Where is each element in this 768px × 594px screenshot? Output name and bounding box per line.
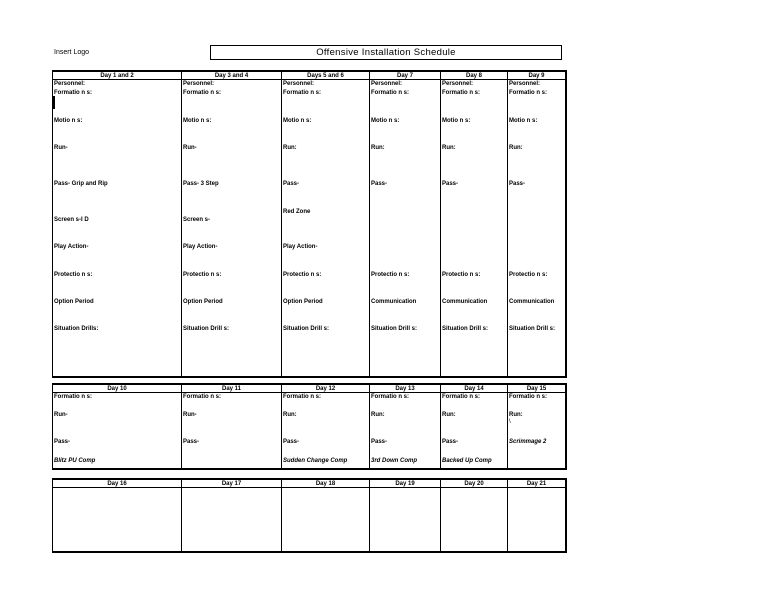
schedule-block-3 [52, 478, 567, 553]
day-header: Day 17 [181, 478, 281, 488]
day-header: Day 15 [507, 383, 567, 393]
motions-label: Motio n s: [183, 118, 212, 124]
formations-label: Formatio n s: [183, 394, 222, 400]
day-header: Day 10 [52, 383, 181, 393]
day-header: Day 16 [52, 478, 181, 488]
day-header: Day 13 [369, 383, 440, 393]
motions-label: Motio n s: [54, 118, 83, 124]
option-label: Option Period [54, 299, 94, 305]
formations-label: Formatio n s: [371, 394, 410, 400]
formations-label: Formatio n s: [442, 90, 481, 96]
logo-placeholder: Insert Logo [54, 49, 90, 56]
protections-label: Protectio n s: [509, 272, 548, 278]
run-label: Run- [183, 412, 197, 418]
pass-label: Pass- [371, 181, 388, 187]
play-action-label: Play Action- [283, 244, 318, 250]
protections-label: Protectio n s: [283, 272, 322, 278]
situation-label: Situation Drill s: [509, 326, 556, 332]
day-cell [52, 393, 181, 470]
cell-marker [53, 96, 55, 109]
competition-label: Sudden Change Comp [283, 458, 348, 464]
run-label: Run- [183, 145, 197, 151]
day-header: Day 19 [369, 478, 440, 488]
competition-label: Backed Up Comp [442, 458, 492, 464]
play-action-label: Play Action- [54, 244, 89, 250]
protections-label: Protectio n s: [371, 272, 410, 278]
pass-label: Pass- [283, 181, 300, 187]
schedule-block-2 [52, 383, 567, 470]
protections-label: Protectio n s: [54, 272, 93, 278]
day-cell [181, 488, 281, 553]
personnel-label: Personnel: [183, 81, 215, 87]
day-cell [440, 80, 507, 378]
communication-label: Communication [509, 299, 555, 305]
protections-label: Protectio n s: [442, 272, 481, 278]
pass-label: Pass- [442, 439, 459, 445]
option-label: Option Period [283, 299, 323, 305]
formations-label: Formatio n s: [283, 394, 322, 400]
pass-label: Pass- [54, 439, 71, 445]
red-zone-label: Red Zone [283, 209, 311, 215]
motions-label: Motio n s: [442, 118, 471, 124]
schedule-block-1 [52, 70, 567, 378]
day-header: Day 3 and 4 [181, 70, 281, 80]
day-cell [369, 80, 440, 378]
day-header: Day 20 [440, 478, 507, 488]
formations-label: Formatio n s: [54, 90, 93, 96]
pass-label: Pass- [371, 439, 388, 445]
situation-label: Situation Drill s: [183, 326, 230, 332]
personnel-label: Personnel: [509, 81, 541, 87]
run-label: Run: [442, 412, 456, 418]
personnel-label: Personnel: [442, 81, 474, 87]
formations-label: Formatio n s: [371, 90, 410, 96]
day-header: Day 9 [507, 70, 567, 80]
run-label: Run: [371, 145, 385, 151]
day-cell [52, 80, 181, 378]
day-cell [507, 488, 567, 553]
situation-label: Situation Drill s: [371, 326, 418, 332]
day-cell [369, 488, 440, 553]
competition-label: Blitz PU Comp [54, 458, 96, 464]
personnel-label: Personnel: [283, 81, 315, 87]
situation-label: Situation Drill s: [442, 326, 489, 332]
motions-label: Motio n s: [371, 118, 400, 124]
formations-label: Formatio n s: [283, 90, 322, 96]
day-cell [181, 80, 281, 378]
day-header: Day 12 [281, 383, 369, 393]
day-header: Day 14 [440, 383, 507, 393]
page-title: Offensive Installation Schedule [210, 45, 562, 60]
stray-mark: \ [509, 419, 511, 425]
situation-label: Situation Drill s: [283, 326, 330, 332]
day-header: Days 5 and 6 [281, 70, 369, 80]
day-cell [281, 80, 369, 378]
personnel-label: Personnel: [371, 81, 403, 87]
pass-label: Pass- [442, 181, 459, 187]
day-header: Day 1 and 2 [52, 70, 181, 80]
run-label: Run: [283, 145, 297, 151]
motions-label: Motio n s: [283, 118, 312, 124]
run-label: Run- [54, 145, 68, 151]
play-action-label: Play Action- [183, 244, 218, 250]
motions-label: Motio n s: [509, 118, 538, 124]
screens-label: Screen s-I D [54, 217, 89, 223]
day-header: Day 7 [369, 70, 440, 80]
personnel-label: Personnel: [54, 81, 86, 87]
protections-label: Protectio n s: [183, 272, 222, 278]
communication-label: Communication [442, 299, 488, 305]
run-label: Run- [54, 412, 68, 418]
day-cell [281, 393, 369, 470]
day-cell [440, 488, 507, 553]
pass-label: Pass- 3 Step [183, 181, 219, 187]
formations-label: Formatio n s: [509, 394, 548, 400]
run-label: Run: [371, 412, 385, 418]
day-header: Day 8 [440, 70, 507, 80]
pass-label: Pass- [283, 439, 300, 445]
run-label: Run: [509, 145, 523, 151]
communication-label: Communication [371, 299, 417, 305]
pass-label: Pass- [509, 181, 526, 187]
run-label: Run: [442, 145, 456, 151]
run-label: Run: [283, 412, 297, 418]
competition-label: 3rd Down Comp [371, 458, 417, 464]
run-label: Run: [509, 412, 523, 418]
day-header: Day 21 [507, 478, 567, 488]
day-header: Day 11 [181, 383, 281, 393]
pass-label: Pass- Grip and Rip [54, 181, 108, 187]
formations-label: Formatio n s: [54, 394, 93, 400]
formations-label: Formatio n s: [509, 90, 548, 96]
day-cell [52, 488, 181, 553]
day-cell [181, 393, 281, 470]
scrimmage-label: Scrimmage 2 [509, 439, 547, 445]
formations-label: Formatio n s: [183, 90, 222, 96]
option-label: Option Period [183, 299, 223, 305]
pass-label: Pass- [183, 439, 200, 445]
situation-label: Situation Drills: [54, 326, 99, 332]
day-cell [369, 393, 440, 470]
screens-label: Screen s- [183, 217, 211, 223]
day-cell [507, 393, 567, 470]
formations-label: Formatio n s: [442, 394, 481, 400]
day-cell [440, 393, 507, 470]
day-cell [281, 488, 369, 553]
day-header: Day 18 [281, 478, 369, 488]
day-cell [507, 80, 567, 378]
